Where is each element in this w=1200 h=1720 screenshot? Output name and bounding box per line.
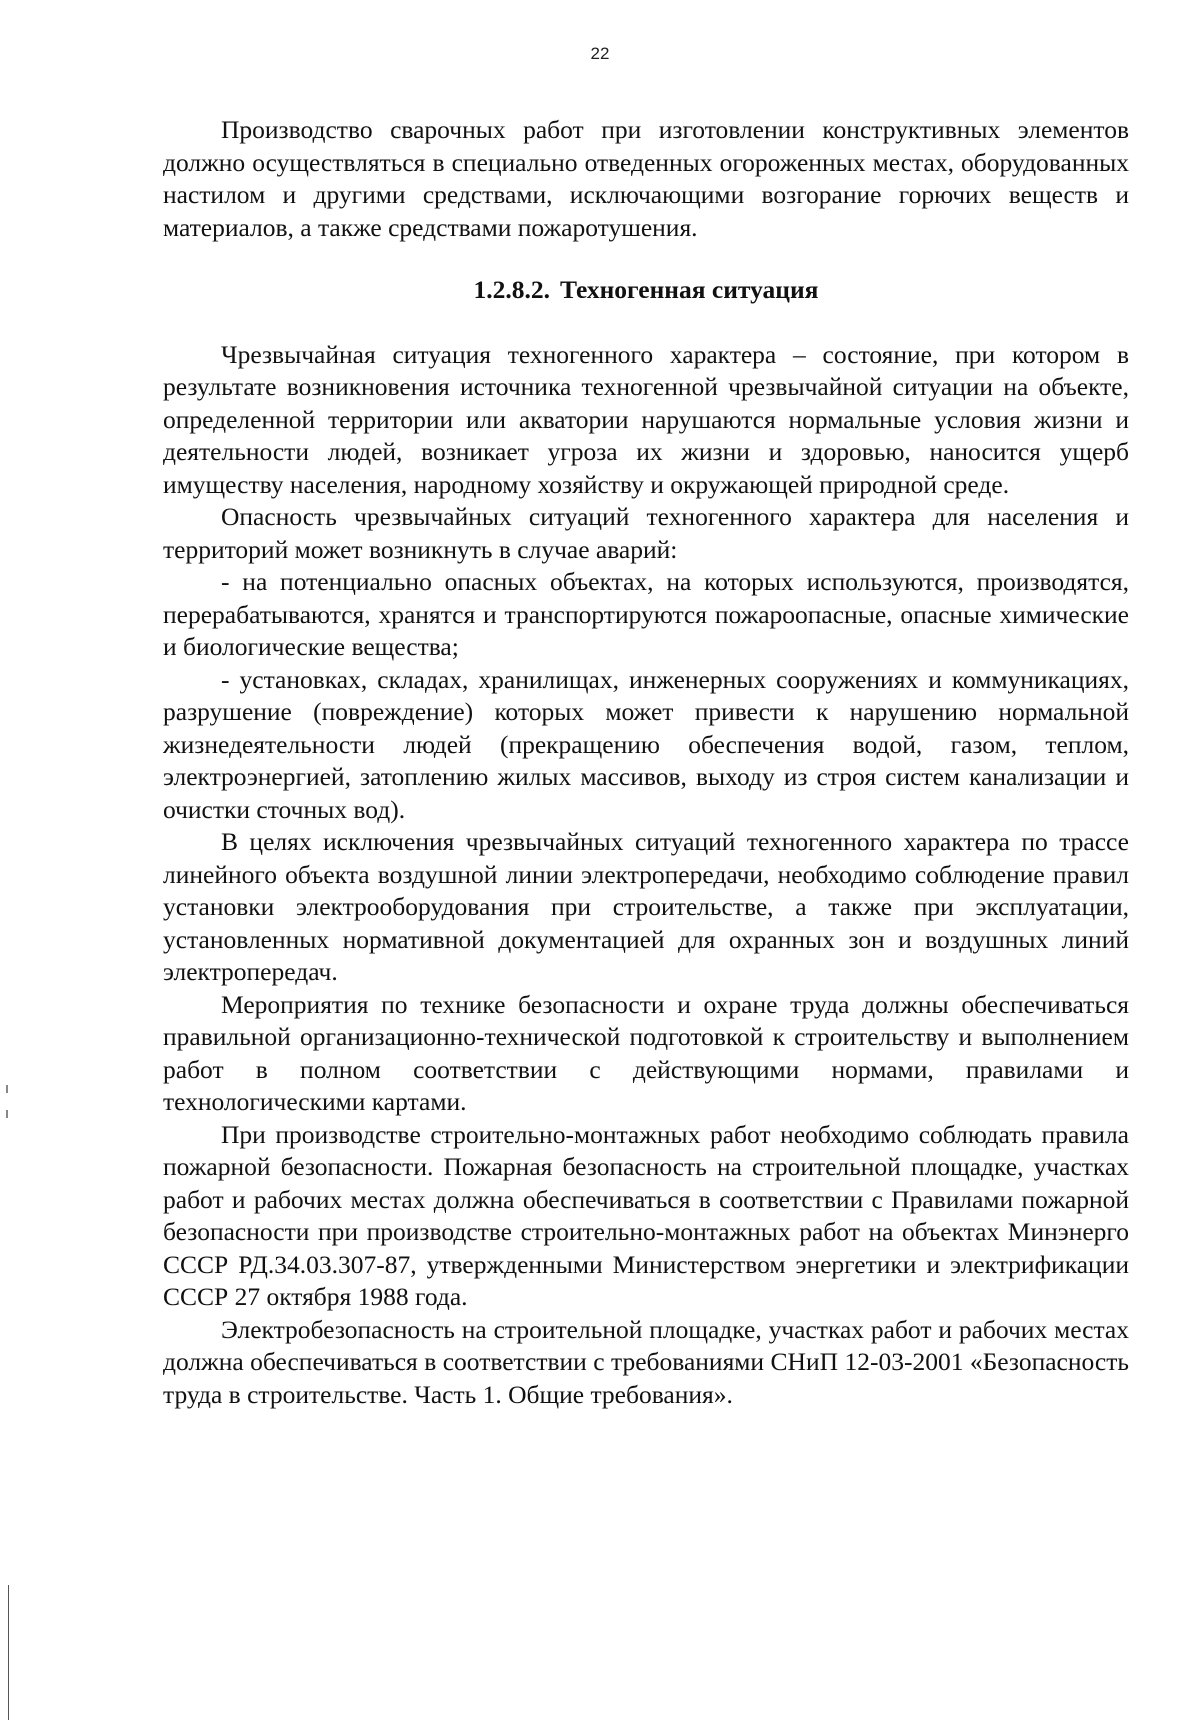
paragraph-definition: Чрезвычайная ситуация техногенного характера – состояние, при котором в результате возникновения источника техногенной чрезвычайной ситуации на объекте, определенной территории или акватории нарушаются нормальные условия жизни и деятельности людей, возникает угроза их жизни и здоровью, наносится ущерб имуществу населения, народному хозяйству и окружающей природной среде. xyxy=(163,339,1129,499)
paragraph-electrical-safety: Электробезопасность на строительной площадке, участках работ и рабочих местах должна обеспечиваться в соответствии с требованиями СНиП 12-03-2001 «Безопасность труда в строительстве. Часть 1. Общие требования». xyxy=(163,1314,1129,1409)
scan-artifact-dot xyxy=(6,1110,8,1118)
paragraph-hazard-intro: Опасность чрезвычайных ситуаций техногенного характера для населения и территорий может возникнуть в случае аварий: xyxy=(163,502,1129,564)
page-content xyxy=(163,114,1129,1411)
section-heading-title: Техногенная ситуация xyxy=(560,275,819,304)
paragraph-safety-measures: Мероприятия по технике безопасности и охране труда должны обеспечиваться правильной организационно-технической подготовкой к строительству и выполнением работ в полном соответствии с действующими нормами, правилами и технологическими картами. xyxy=(163,989,1129,1116)
paragraph-fire-safety: При производстве строительно-монтажных работ необходимо соблюдать правила пожарной безопасности. Пожарная безопасность на строительной площадке, участках работ и рабочих местах должна обеспечиваться в соответствии с Правилами пожарной безопасности при производстве строительно-монтажных работ на объектах Минэнерго СССР РД.34.03.307-87, утвержденными Министерством энергетики и электрификации СССР 27 октября 1988 года. xyxy=(163,1119,1129,1311)
scan-artifact-line xyxy=(8,1585,9,1720)
scan-artifact-dot xyxy=(6,1085,8,1093)
section-heading xyxy=(163,274,1129,307)
list-item-hazardous-objects: - на потенциально опасных объектах, на которых используются, производятся, перерабатываются, хранятся и транспортируются пожароопасные, опасные химические и биологические вещества; xyxy=(163,567,1129,661)
paragraph-welding: Производство сварочных работ при изготовлении конструктивных элементов должно осуществляться в специально отведенных огороженных местах, оборудованных настилом и другими средствами, исключающими возгорание горючих веществ и материалов, а также средствами пожаротушения. xyxy=(163,115,1129,242)
paragraph-prevention: В целях исключения чрезвычайных ситуаций техногенного характера по трассе линейного объекта воздушной линии электропередачи, необходимо соблюдение правил установки электрооборудования при строительстве, а также при эксплуатации, установленных нормативной документацией для охранных зон и воздушных линий электропередач. xyxy=(163,827,1129,986)
list-item-installations: - установках, складах, хранилищах, инженерных сооружениях и коммуникациях, разрушение (повреждение) которых может привести к нарушению нормальной жизнедеятельности людей (прекращению обеспечения водой, газом, теплом, электроэнергией, затоплению жилых массивов, выходу из строя систем канализации и очистки сточных вод). xyxy=(163,664,1129,824)
section-heading-number: 1.2.8.2. xyxy=(473,275,551,304)
page-number: 22 xyxy=(590,44,610,63)
